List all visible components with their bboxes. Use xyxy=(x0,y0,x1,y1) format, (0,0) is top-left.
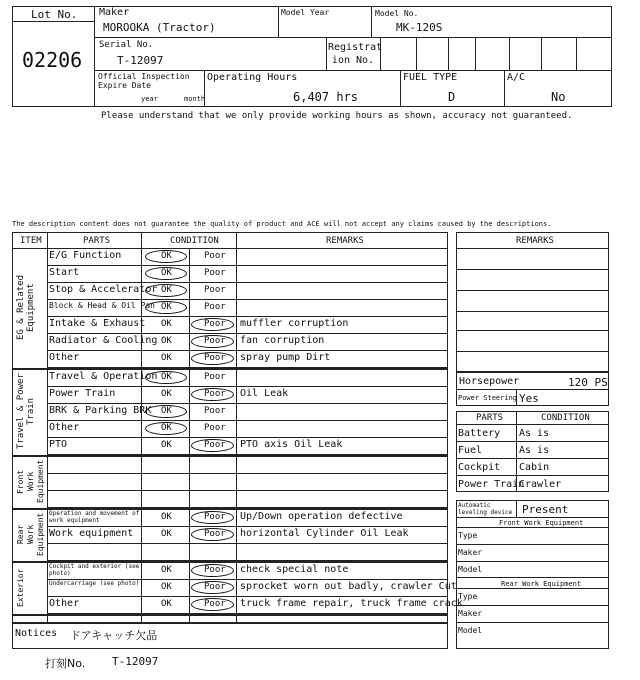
ok-option: OK xyxy=(161,319,172,329)
rear-type-label: Type xyxy=(458,592,478,601)
year-label: year xyxy=(141,95,158,103)
model-year-label: Model Year xyxy=(281,8,330,17)
lot-no-label: Lot No. xyxy=(31,8,78,21)
maker-value: MOROOKA (Tractor) xyxy=(103,21,216,34)
poor-option: Poor xyxy=(204,319,226,329)
auto-level-value: Present xyxy=(522,503,569,516)
row-divider xyxy=(47,437,448,438)
remark-text: sprocket worn out badly, crawler Cut xyxy=(240,581,457,592)
item-group-label: EG & Related Equipment xyxy=(16,274,36,341)
row-divider xyxy=(47,316,448,317)
item-group-label: Exterior xyxy=(16,568,25,607)
front-type-label: Type xyxy=(458,531,478,540)
ok-option: OK xyxy=(161,582,172,592)
stamp-number: T-12097 xyxy=(112,655,159,668)
part-label: BRK & Parking BRK xyxy=(49,405,152,416)
rear-maker-label: Maker xyxy=(458,609,483,618)
side-remarks-header: REMARKS xyxy=(516,236,554,246)
part-label: Cockpit and exterior (see photo) xyxy=(49,563,140,577)
poor-option: Poor xyxy=(204,285,226,295)
ok-option: OK xyxy=(161,353,172,363)
hours-note: Please understand that we only provide working hours as shown, accuracy not guaranteed. xyxy=(101,111,573,121)
row-divider xyxy=(47,386,448,387)
poor-option: Poor xyxy=(204,512,226,522)
part-label: Start xyxy=(49,267,80,278)
selected-condition-circle xyxy=(191,352,234,365)
power-steering-value: Yes xyxy=(519,392,539,405)
ok-option: OK xyxy=(161,336,172,346)
poor-option: Poor xyxy=(204,353,226,363)
notices-text: ドアキャッチ欠品 xyxy=(70,629,158,642)
remark-text: horizontal Cylinder Oil Leak xyxy=(240,528,409,539)
item-group-label: Front Work Equipment xyxy=(16,459,45,503)
row-divider xyxy=(47,473,448,474)
selected-condition-circle xyxy=(191,528,234,541)
ok-option: OK xyxy=(161,251,172,261)
remark-text: truck frame repair, truck frame crack xyxy=(240,598,463,609)
side-part-label: Power Train xyxy=(458,479,525,490)
col-parts-header: PARTS xyxy=(83,236,111,246)
rear-model-label: Model xyxy=(458,626,483,635)
selected-condition-circle xyxy=(191,581,234,594)
col-condition-header: CONDITION xyxy=(170,236,219,246)
item-group-label: Travel & Power Train xyxy=(16,373,36,450)
poor-option: Poor xyxy=(204,599,226,609)
serial-no-label: Serial No. xyxy=(99,40,154,50)
poor-option: Poor xyxy=(204,302,226,312)
remark-text: check special note xyxy=(240,564,349,575)
ok-option: OK xyxy=(161,440,172,450)
side-part-label: Cockpit xyxy=(458,462,501,473)
ac-value: No xyxy=(551,90,566,104)
ok-option: OK xyxy=(161,285,172,295)
remark-text: fan corruption xyxy=(240,335,325,346)
row-divider xyxy=(47,333,448,334)
part-label: Intake & Exhaust xyxy=(49,318,146,329)
group-divider xyxy=(12,368,448,370)
part-label: Stop & Accelerator xyxy=(49,284,158,295)
selected-condition-circle xyxy=(191,564,234,577)
selected-condition-circle xyxy=(145,371,187,384)
poor-option: Poor xyxy=(204,372,226,382)
lot-no-value: 02206 xyxy=(22,48,83,72)
part-label: Radiator & Cooling xyxy=(49,335,158,346)
poor-option: Poor xyxy=(204,440,226,450)
horsepower-label: Horsepower xyxy=(459,376,520,387)
side-condition-value: Crawler xyxy=(519,479,562,490)
side-part-label: Battery xyxy=(458,428,501,439)
selected-condition-circle xyxy=(191,598,234,611)
stamp-label: 打刻No. xyxy=(45,657,86,670)
part-label: Block & Head & Oil Pan xyxy=(49,301,155,310)
side-parts-header: PARTS xyxy=(476,413,504,423)
ac-label: A/C xyxy=(507,72,526,83)
remark-text: Oil Leak xyxy=(240,388,289,399)
item-group-label: Rear Work Equipment xyxy=(16,512,45,556)
operating-hours-label: Operating Hours xyxy=(207,72,298,83)
maker-label: Maker xyxy=(99,7,130,18)
serial-no-value: T-12097 xyxy=(117,54,164,67)
poor-option: Poor xyxy=(204,268,226,278)
part-label: E/G Function xyxy=(49,250,122,261)
poor-option: Poor xyxy=(204,423,226,433)
col-item-header: ITEM xyxy=(20,236,42,246)
remark-text: muffler corruption xyxy=(240,318,349,329)
row-divider xyxy=(47,596,448,597)
ok-option: OK xyxy=(161,302,172,312)
front-model-label: Model xyxy=(458,565,483,574)
ok-option: OK xyxy=(161,268,172,278)
side-condition-header: CONDITION xyxy=(541,413,590,423)
poor-option: Poor xyxy=(204,582,226,592)
ok-option: OK xyxy=(161,512,172,522)
poor-option: Poor xyxy=(204,565,226,575)
selected-condition-circle xyxy=(191,335,234,348)
selected-condition-circle xyxy=(191,388,234,401)
remark-text: Up/Down operation defective xyxy=(240,511,403,522)
month-label: month xyxy=(184,95,206,103)
part-label: Other xyxy=(49,598,80,609)
part-label: Travel & Operation xyxy=(49,371,158,382)
row-divider xyxy=(47,265,448,266)
power-steering-label: Power Steering xyxy=(458,394,518,402)
ok-option: OK xyxy=(161,599,172,609)
row-divider xyxy=(47,299,448,300)
ok-option: OK xyxy=(161,406,172,416)
selected-condition-circle xyxy=(145,267,187,280)
disclaimer: The description content does not guarantee the quality of product and ACE will not accept any claims caused by the descriptions. xyxy=(12,220,552,228)
part-label: PTO xyxy=(49,439,68,450)
group-divider xyxy=(12,455,448,457)
fuel-type-value: D xyxy=(448,90,456,104)
model-no-value: MK-120S xyxy=(396,21,443,34)
side-condition-value: Cabin xyxy=(519,462,550,473)
row-divider xyxy=(47,420,448,421)
rear-work-label: Rear Work Equipment xyxy=(501,580,582,588)
group-divider xyxy=(12,614,448,616)
horsepower-value: 120 PS xyxy=(568,376,608,389)
selected-condition-circle xyxy=(191,318,234,331)
notices-label: Notices xyxy=(15,628,58,639)
selected-condition-circle xyxy=(191,511,234,524)
model-no-label: Model No. xyxy=(375,9,419,18)
poor-option: Poor xyxy=(204,251,226,261)
side-condition-value: As is xyxy=(519,428,550,439)
inspection-label: Official Inspection Expire Date xyxy=(98,72,190,90)
poor-option: Poor xyxy=(204,336,226,346)
selected-condition-circle xyxy=(145,405,187,418)
selected-condition-circle xyxy=(145,301,187,314)
operating-hours-value: 6,407 hrs xyxy=(293,90,359,104)
side-part-label: Fuel xyxy=(458,445,483,456)
registration-label: Registrat ion No. xyxy=(328,42,383,66)
auto-level-label: Automatic leveling device xyxy=(458,502,513,516)
row-divider xyxy=(47,282,448,283)
row-divider xyxy=(47,490,448,491)
part-label: Other xyxy=(49,422,80,433)
selected-condition-circle xyxy=(191,439,234,452)
poor-option: Poor xyxy=(204,406,226,416)
part-label: Operation and movement of work equipment xyxy=(49,510,140,524)
part-label: Work equipment xyxy=(49,528,134,539)
front-maker-label: Maker xyxy=(458,548,483,557)
part-label: Undercarriage (see photo) xyxy=(49,580,140,587)
row-divider xyxy=(47,543,448,544)
part-label: Other xyxy=(49,352,80,363)
remark-text: spray pump Dirt xyxy=(240,352,331,363)
selected-condition-circle xyxy=(145,250,187,263)
fuel-type-label: FUEL TYPE xyxy=(403,72,458,83)
row-divider xyxy=(47,526,448,527)
col-remarks-header: REMARKS xyxy=(326,236,364,246)
row-divider xyxy=(47,350,448,351)
selected-condition-circle xyxy=(145,422,187,435)
poor-option: Poor xyxy=(204,529,226,539)
front-work-label: Front Work Equipment xyxy=(499,519,584,527)
side-condition-value: As is xyxy=(519,445,550,456)
ok-option: OK xyxy=(161,423,172,433)
poor-option: Poor xyxy=(204,389,226,399)
row-divider xyxy=(47,403,448,404)
remark-text: PTO axis Oil Leak xyxy=(240,439,343,450)
selected-condition-circle xyxy=(145,284,187,297)
part-label: Power Train xyxy=(49,388,116,399)
ok-option: OK xyxy=(161,389,172,399)
ok-option: OK xyxy=(161,529,172,539)
ok-option: OK xyxy=(161,565,172,575)
ok-option: OK xyxy=(161,372,172,382)
